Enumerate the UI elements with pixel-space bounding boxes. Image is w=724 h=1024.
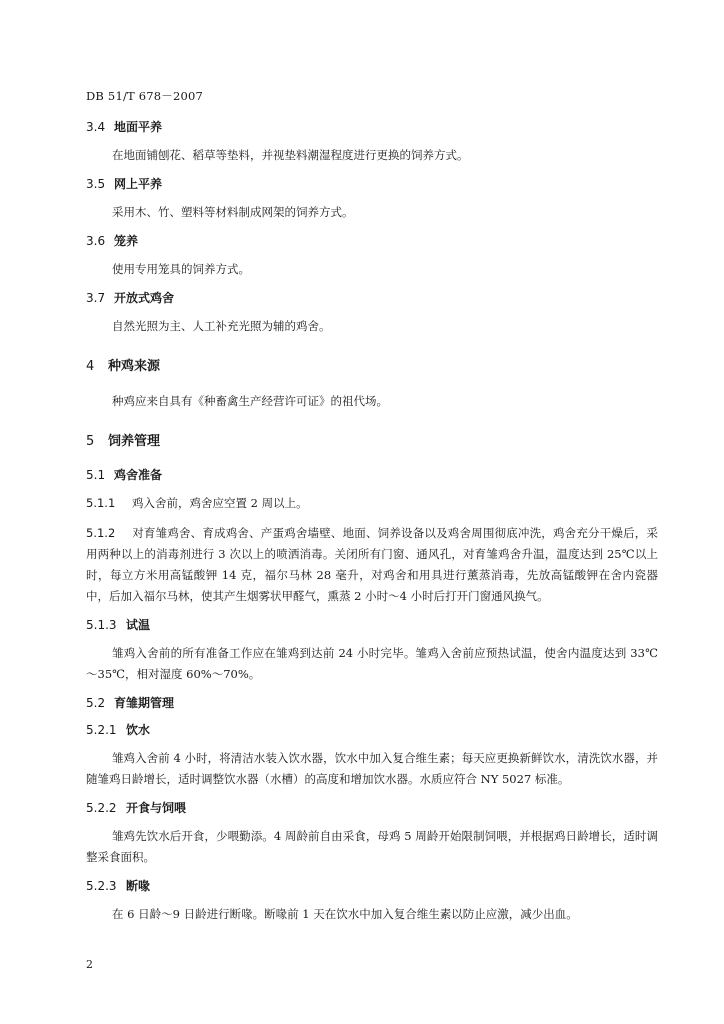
section-title: 开放式鸡舍 xyxy=(114,291,175,305)
section-title: 育雏期管理 xyxy=(114,696,175,710)
section-heading-5 xyxy=(86,432,658,452)
section-heading-5-2-2 xyxy=(86,799,658,817)
section-title: 网上平养 xyxy=(114,177,163,191)
section-heading-3-4 xyxy=(86,118,658,136)
section-number: 3.5 xyxy=(86,177,106,191)
section-heading-3-7 xyxy=(86,289,658,307)
section-number: 5.2 xyxy=(86,696,106,710)
section-number: 3.6 xyxy=(86,234,106,248)
section-heading-5-2 xyxy=(86,694,658,712)
section-title: 鸡舍准备 xyxy=(114,468,163,482)
page-number: 2 xyxy=(86,958,93,971)
section-text-3-7: 自然光照为主、人工补充光照为辅的鸡舍。 xyxy=(112,319,331,333)
section-number: 5.1.3 xyxy=(86,618,117,632)
section-text-4: 种鸡应来自具有《种畜禽生产经营许可证》的祖代场。 xyxy=(112,394,388,408)
section-number: 5 xyxy=(86,434,95,449)
section-text-3-6: 使用专用笼具的饲养方式。 xyxy=(112,262,250,276)
section-heading-3-6 xyxy=(86,232,658,250)
section-5-1-1 xyxy=(86,493,658,514)
section-heading-5-1-3 xyxy=(86,616,658,634)
section-text-3-4: 在地面铺刨花、稻草等垫料，并视垫料潮湿程度进行更换的饲养方式。 xyxy=(112,148,469,162)
section-text: 对育雏鸡舍、育成鸡舍、产蛋鸡舍墙壁、地面、饲养设备以及鸡舍周围彻底冲洗，鸡舍充分干燥后，采用两种以上的消毒剂进行 3 次以上的喷洒消毒。关闭所有门窗、通风孔，对育雏鸡舍升温，温度达到 25℃以上时，每立方米用高锰酸钾 14 克，福尔马林 28 毫升，对鸡舍和用具进行薰蒸消毒，先放高锰酸钾在舍内瓷器中，后加入福尔马林，使其产生烟雾状甲醛气，熏蒸 2 小时～4 小时后打开门窗通风换气。 xyxy=(86,526,658,603)
section-number: 5.1.2 xyxy=(86,526,116,540)
section-number: 3.7 xyxy=(86,291,106,305)
document-body xyxy=(86,118,658,925)
document-code: DB 51/T 678－2007 xyxy=(86,89,204,103)
section-number: 5.2.2 xyxy=(86,801,117,815)
section-text-5-2-3: 在 6 日龄～9 日龄进行断喙。断喙前 1 天在饮水中加入复合维生素以防止应激，减少出血。 xyxy=(112,907,578,921)
section-number: 4 xyxy=(86,359,95,374)
section-number: 5.2.1 xyxy=(86,723,117,737)
section-heading-3-5 xyxy=(86,175,658,193)
section-title: 饲养管理 xyxy=(108,434,161,449)
section-text-5-1-3: 雏鸡入舍前的所有准备工作应在雏鸡到达前 24 小时完毕。雏鸡入舍前应预热试温，使舍内温度达到 33℃～35℃，相对湿度 60%～70%。 xyxy=(86,646,658,681)
section-title: 种鸡来源 xyxy=(108,359,161,374)
section-title: 断喙 xyxy=(126,879,151,893)
section-5-1-2 xyxy=(86,523,658,607)
section-text-5-2-2: 雏鸡先饮水后开食，少喂勤添。4 周龄前自由采食，母鸡 5 周龄开始限制饲喂，并根据鸡日龄增长，适时调整采食面积。 xyxy=(86,829,658,864)
section-heading-4 xyxy=(86,357,658,377)
section-text: 鸡入舍前，鸡舍应空置 2 周以上。 xyxy=(132,496,308,510)
section-title: 饮水 xyxy=(126,723,151,737)
section-number: 5.2.3 xyxy=(86,879,117,893)
section-heading-5-1 xyxy=(86,466,658,484)
section-title: 试温 xyxy=(126,618,151,632)
section-number: 5.1.1 xyxy=(86,496,116,510)
section-title: 开食与饲喂 xyxy=(126,801,187,815)
section-number: 5.1 xyxy=(86,468,106,482)
section-heading-5-2-1 xyxy=(86,721,658,739)
section-text-5-2-1: 雏鸡入舍前 4 小时，将清洁水装入饮水器，饮水中加入复合维生素；每天应更换新鲜饮水，清洗饮水器，并随雏鸡日龄增长，适时调整饮水器（水槽）的高度和增加饮水器。水质应符合 NY 5027 标准。 xyxy=(86,751,658,786)
section-text-3-5: 采用木、竹、塑料等材料制成网架的饲养方式。 xyxy=(112,205,354,219)
section-title: 地面平养 xyxy=(114,120,163,134)
section-heading-5-2-3 xyxy=(86,877,658,895)
section-title: 笼养 xyxy=(114,234,139,248)
section-number: 3.4 xyxy=(86,120,106,134)
